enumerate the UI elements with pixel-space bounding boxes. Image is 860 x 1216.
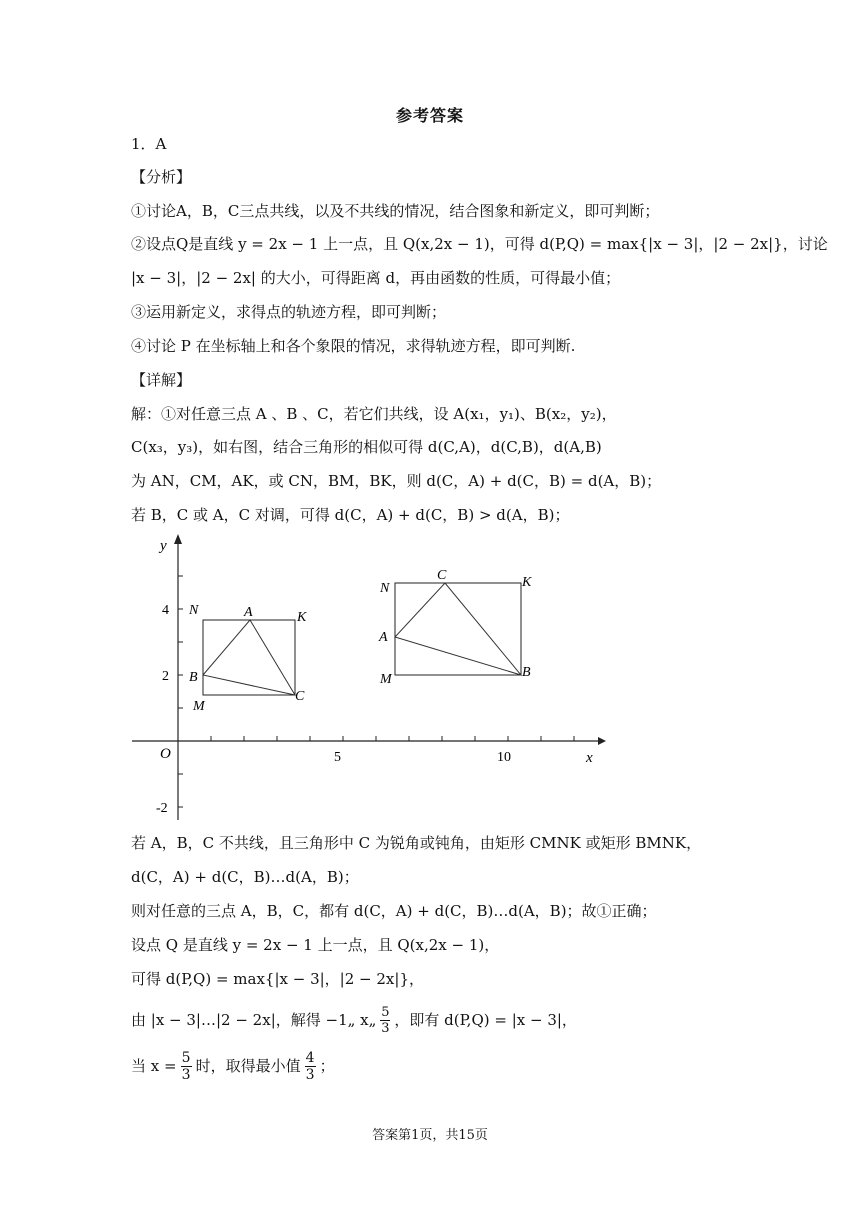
analysis-line-4: ③运用新定义，求得点的轨迹方程，即可判断； — [131, 303, 447, 321]
min-x-fraction — [181, 1050, 192, 1083]
detail-line-7: 则对任意的三点 A，B，C，都有 d(C，A) + d(C，B)…d(A，B)；故①正确； — [131, 902, 657, 920]
x-axis-arrow — [598, 737, 606, 745]
solve-fraction — [380, 1005, 390, 1036]
min-value-fraction — [305, 1050, 316, 1083]
y-axis-label: y — [160, 538, 167, 554]
detail-line-9: 可得 d(P,Q) = max{|x − 3|，|2 − 2x|}， — [131, 970, 424, 988]
right-label-M: M — [380, 672, 392, 687]
min-line — [131, 1046, 335, 1086]
y-tick-label-2: 2 — [162, 669, 169, 684]
analysis-line-3: |x − 3|，|2 − 2x| 的大小，可得距离 d，再由函数的性质，可得最小值； — [131, 269, 621, 287]
solve-prefix: 由 |x − 3|…|2 − 2x|，解得 −1„ x„ — [131, 1011, 377, 1029]
detail-line-6: d(C，A) + d(C，B)…d(A，B)； — [131, 868, 359, 886]
page-title: 参考答案 — [395, 106, 464, 125]
min-middle: 时，取得最小值 — [195, 1057, 301, 1075]
origin-label: O — [160, 746, 171, 762]
right-label-A: A — [379, 630, 388, 645]
min-x-den: 3 — [181, 1066, 191, 1083]
y-tick-label-neg2: -2 — [156, 801, 168, 816]
min-suffix: ； — [319, 1057, 335, 1075]
detail-line-4: 若 B，C 或 A，C 对调，可得 d(C，A) + d(C，B) > d(A，B)； — [131, 506, 570, 524]
min-prefix: 当 x = — [131, 1057, 177, 1075]
left-triangle — [203, 620, 295, 695]
left-label-M: M — [193, 699, 205, 714]
left-rectangle — [203, 620, 295, 695]
right-label-K: K — [522, 575, 532, 590]
min-value-num: 4 — [305, 1049, 315, 1066]
right-triangle — [395, 583, 521, 675]
right-label-C: C — [437, 568, 447, 583]
analysis-line-5: ④讨论 P 在坐标轴上和各个象限的情况，求得轨迹方程，即可判断. — [131, 337, 576, 355]
detail-line-5: 若 A，B，C 不共线，且三角形中 C 为锐角或钝角，由矩形 CMNK 或矩形 BMNK， — [131, 834, 702, 852]
left-label-K: K — [297, 610, 307, 625]
coordinate-figure — [120, 528, 610, 828]
analysis-heading: 【分析】 — [131, 168, 192, 186]
detail-heading: 【详解】 — [131, 371, 192, 389]
left-label-N: N — [189, 603, 199, 618]
left-label-A: A — [244, 605, 253, 620]
detail-line-8: 设点 Q 是直线 y = 2x − 1 上一点，且 Q(x,2x − 1)， — [131, 936, 500, 954]
right-rectangle — [395, 583, 521, 675]
detail-line-1: 解：①对任意三点 A 、B 、C，若它们共线，设 A(x₁，y₁)、B(x₂，y₂)， — [131, 405, 617, 423]
right-label-N: N — [380, 581, 390, 596]
x-tick-label-10: 10 — [497, 750, 511, 765]
solve-fraction-den: 3 — [381, 1020, 390, 1036]
left-label-B: B — [189, 670, 198, 685]
y-axis-arrow — [174, 534, 182, 544]
detail-line-3: 为 AN，CM，AK，或 CN，BM，BK，则 d(C，A) + d(C，B) = d(A，B)； — [131, 472, 662, 490]
x-tick-label-5: 5 — [334, 750, 341, 765]
y-tick-label-4: 4 — [162, 603, 169, 618]
detail-line-2: C(x₃，y₃)，如右图，结合三角形的相似可得 d(C,A)，d(C,B)，d(A,B) — [131, 438, 602, 456]
solve-line — [131, 1000, 577, 1040]
analysis-line-2: ②设点Q是直线 y = 2x − 1 上一点，且 Q(x,2x − 1)，可得 d(P,Q) = max{|x − 3|，|2 − 2x|}，讨论 — [131, 235, 828, 253]
x-axis-label: x — [586, 750, 593, 766]
answer-choice: 1．A — [131, 135, 167, 153]
right-label-B: B — [522, 665, 531, 680]
page-footer: 答案第1页，共15页 — [372, 1128, 488, 1143]
min-x-num: 5 — [181, 1049, 191, 1066]
left-label-C: C — [295, 689, 305, 704]
min-value-den: 3 — [305, 1066, 315, 1083]
analysis-line-1: ①讨论A，B，C三点共线，以及不共线的情况，结合图象和新定义，即可判断； — [131, 202, 660, 220]
solve-suffix: ，即有 d(P,Q) = |x − 3|， — [394, 1011, 577, 1029]
solve-fraction-num: 5 — [381, 1004, 390, 1020]
